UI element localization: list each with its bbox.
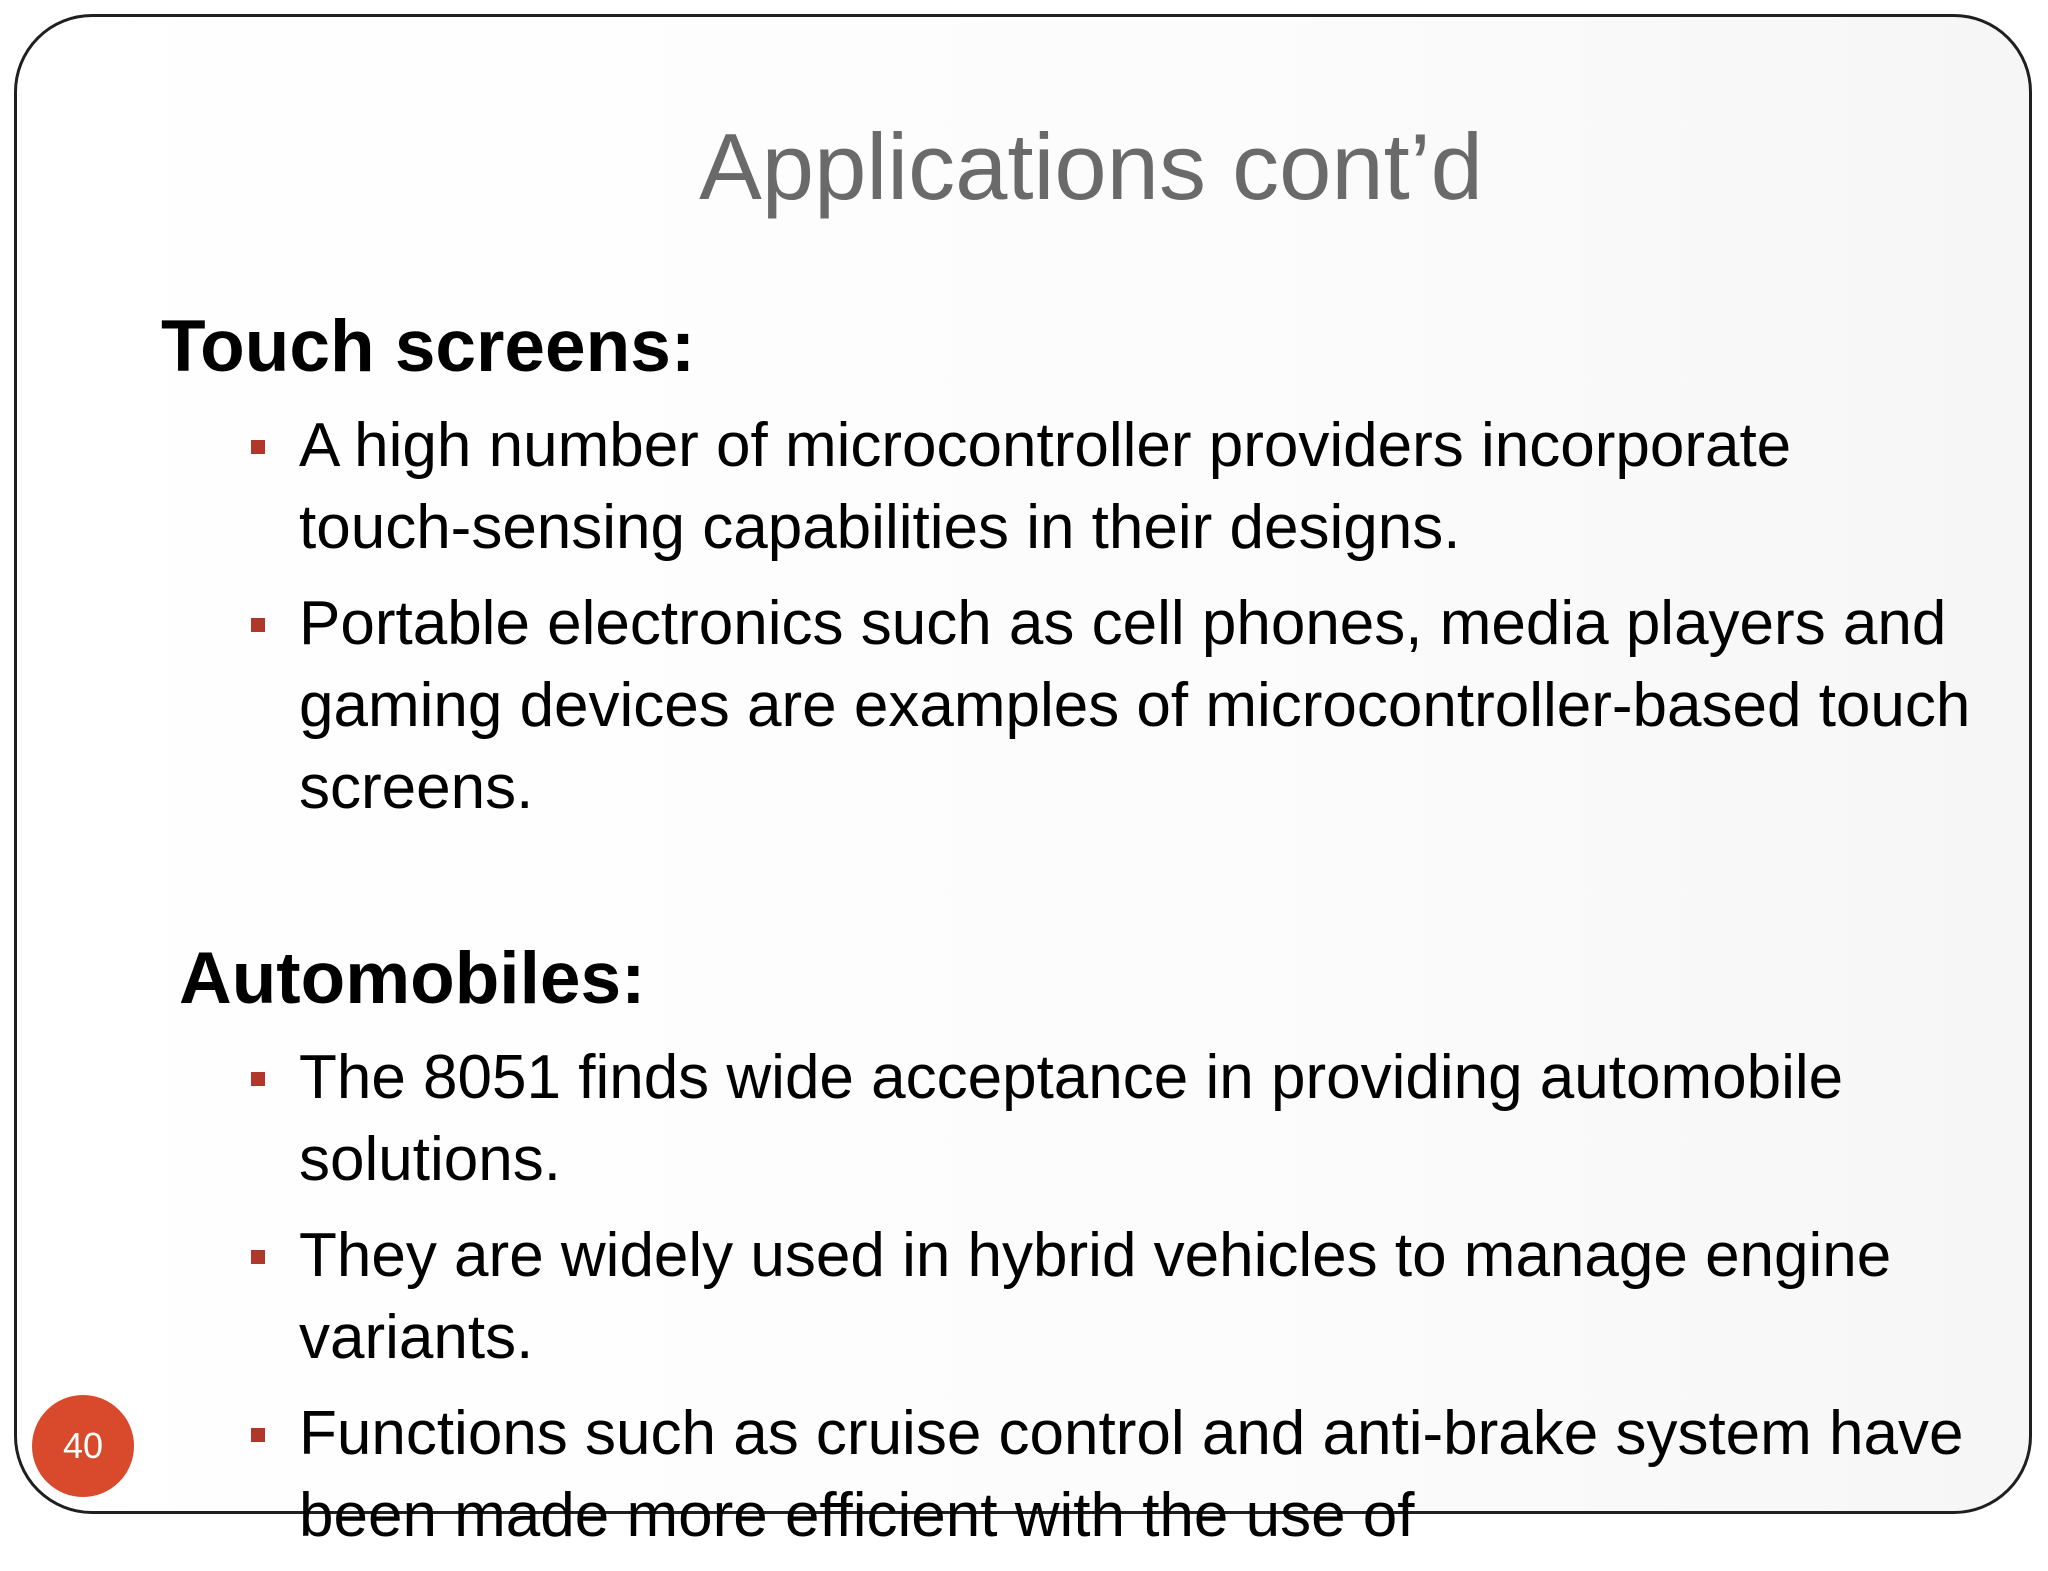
section-heading-touch-screens: Touch screens: [161,306,696,387]
bullet-text: The 8051 finds wide acceptance in providing automobile solutions. [299,1043,1844,1194]
bullet-text: A high number of microcontroller providers incorporate touch-sensing capabilities in their designs. [299,411,1792,562]
list-item [237,583,1977,829]
slide [14,14,2032,1550]
page-number-badge: 40 [32,1395,134,1497]
list-item [237,1393,1977,1557]
list-item [237,1037,1977,1201]
automobiles-bullet-list [237,1037,1977,1571]
bullet-text: Functions such as cruise control and anti-brake system have been made more efficient with the use of [299,1399,1964,1550]
slide-title: Applications cont’d [699,114,1483,219]
square-bullet-icon [251,440,265,454]
bullet-text: Portable electronics such as cell phones, media players and gaming devices are examples of microcontroller-based touch screens. [299,589,1971,822]
square-bullet-icon [251,618,265,632]
square-bullet-icon [251,1428,265,1442]
list-item [237,405,1977,569]
list-item [237,1215,1977,1379]
bullet-text: They are widely used in hybrid vehicles to manage engine variants. [299,1221,1892,1372]
section-heading-automobiles: Automobiles: [179,938,646,1019]
square-bullet-icon [251,1250,265,1264]
touch-screens-bullet-list [237,405,1977,843]
square-bullet-icon [251,1072,265,1086]
